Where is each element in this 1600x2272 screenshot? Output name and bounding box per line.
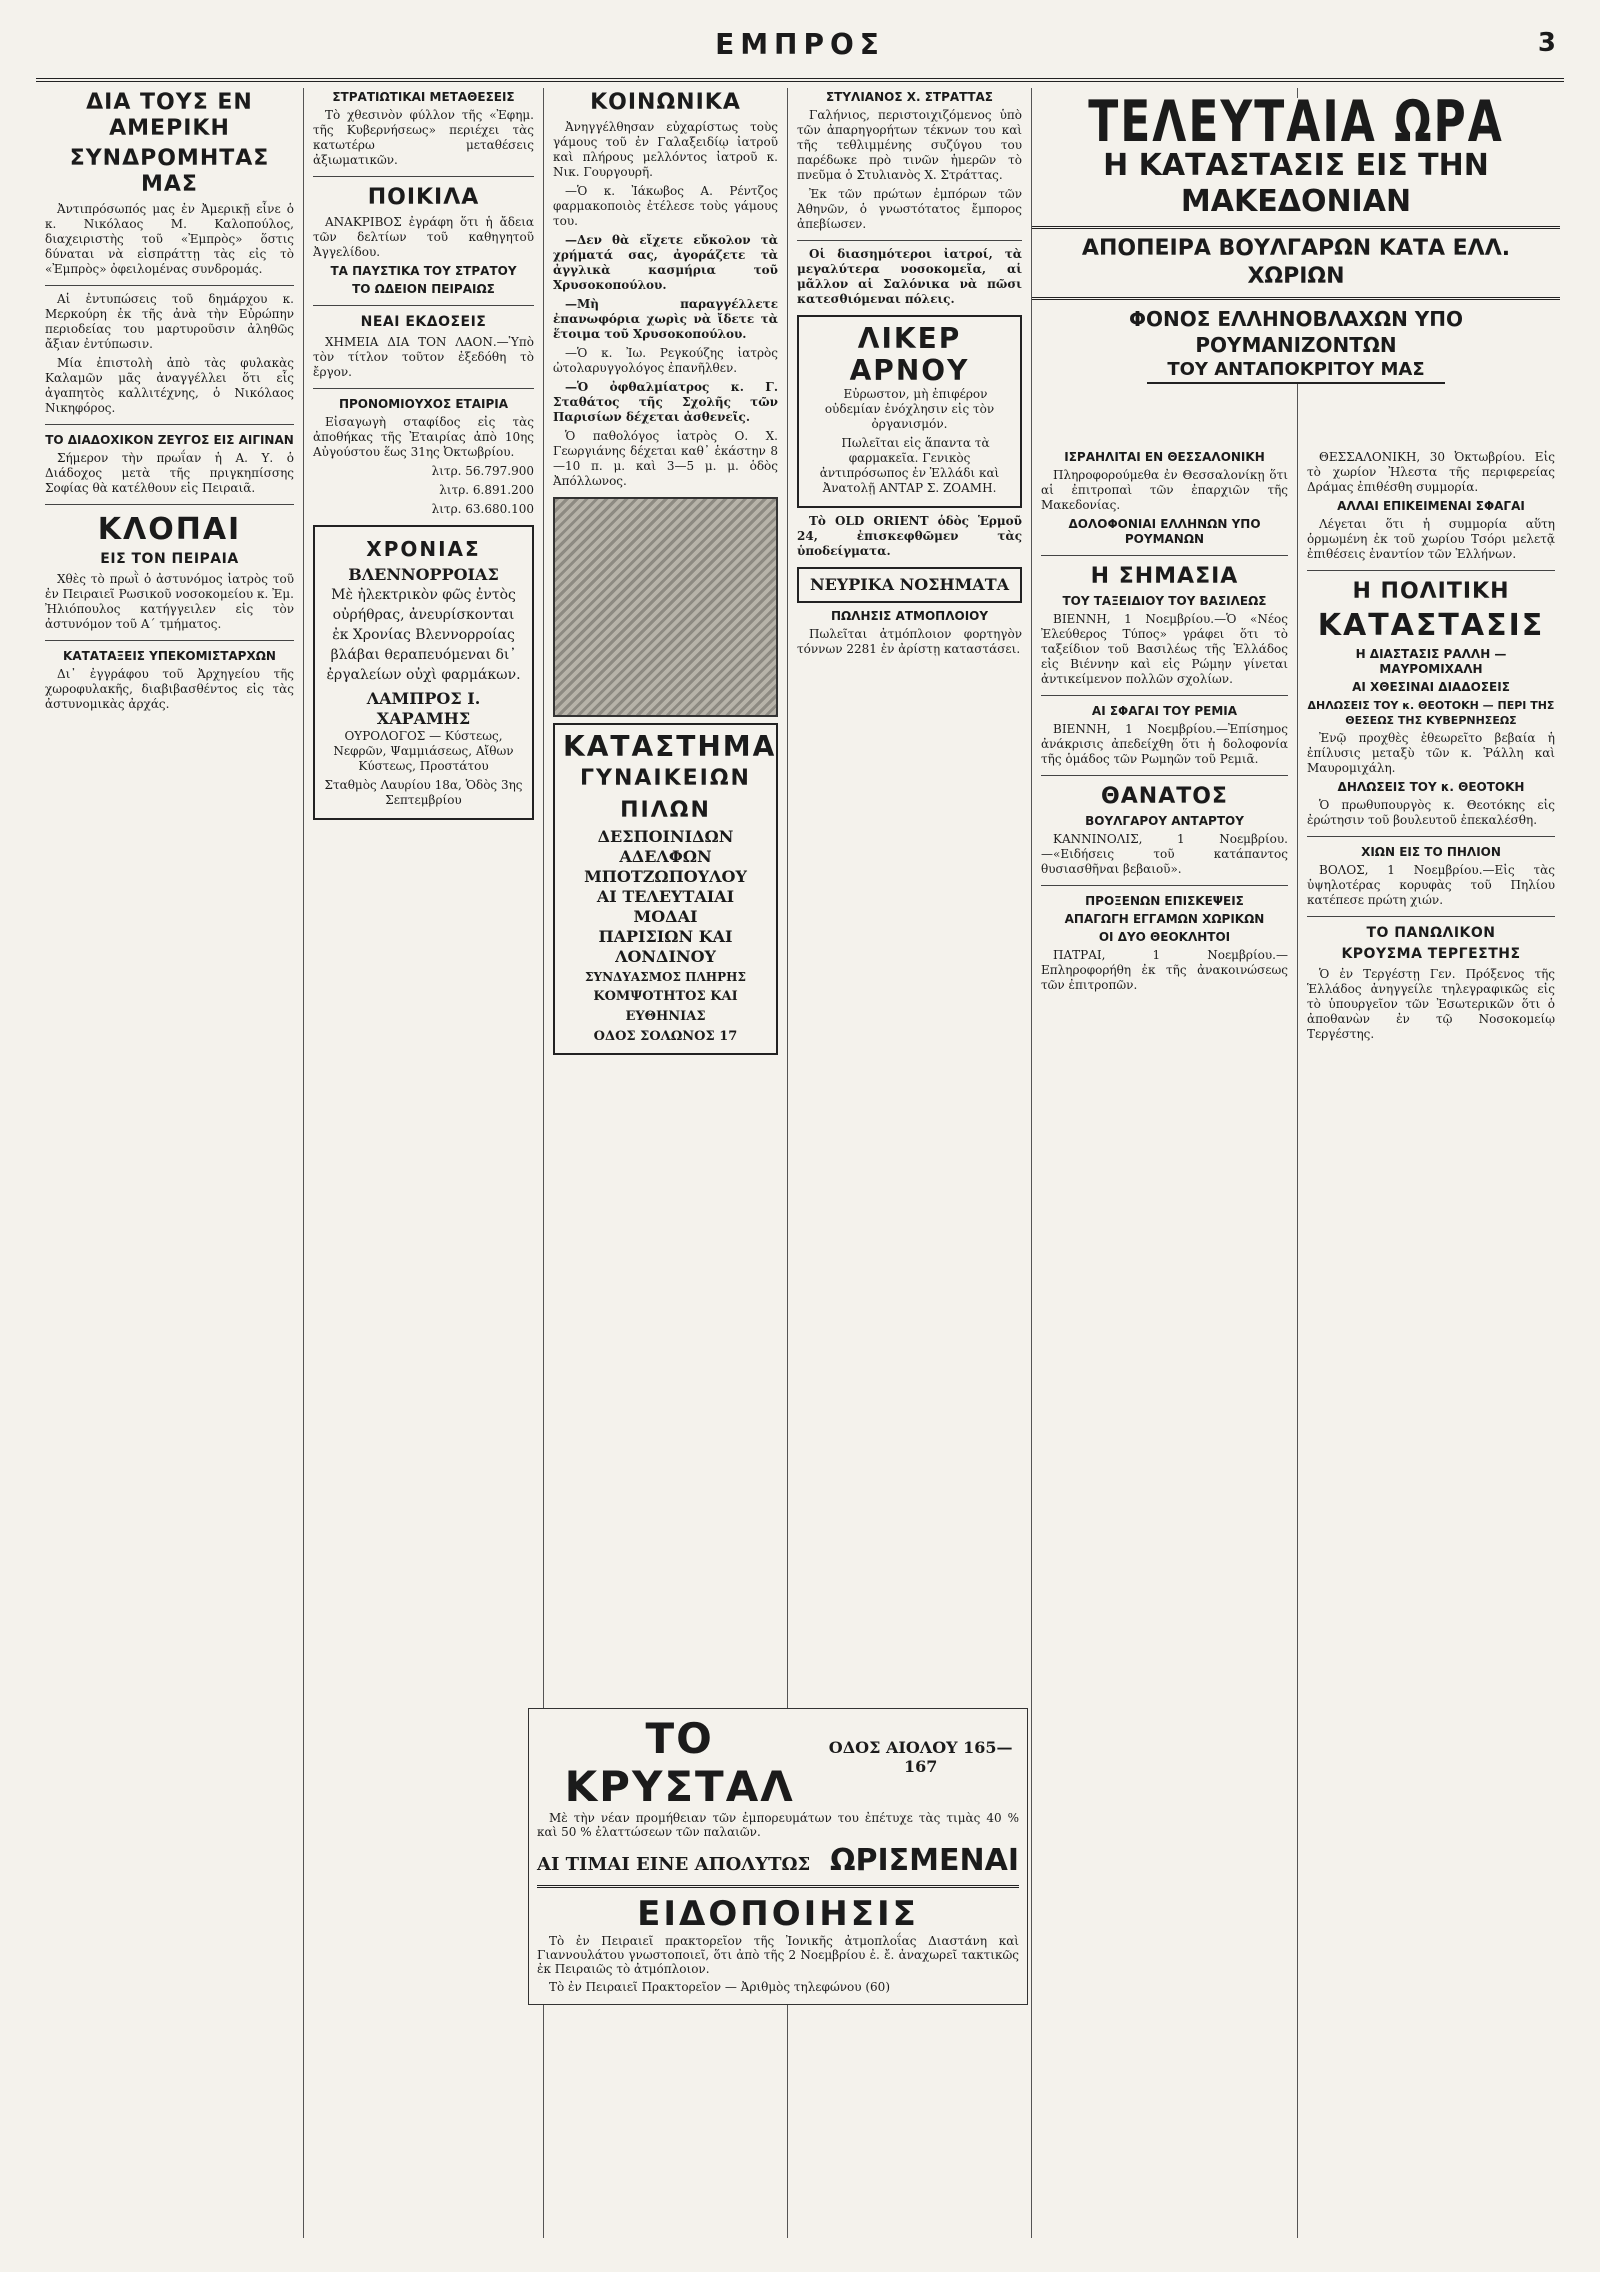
amount: λιτρ. 6.891.200 [439,483,534,497]
article-text: ΚΑΝΝΙΝΟΛΙΣ, 1 Νοεμβρίου.—«Ειδήσεις τοῦ κατάπαντος θυσιασθῆναι βεβαιοῦ». [1041,832,1288,876]
headline: ΒΟΥΛΓΑΡΟΥ ΑΝΤΑΡΤΟΥ [1085,814,1244,828]
article-text: ΘΕΣΣΑΛΟΝΙΚΗ, 30 Ὀκτωβρίου. Εἰς τὸ χωρίον Ἠλεστα τῆς περιφερείας Δράμας ἐπιθέσθη συμμορία. [1307,450,1555,494]
article-text: Πωλεῖται ἀτμόπλοιον φορτηγὸν τόννων 2281 ἐν ἀρίστῃ καταστάσει. [797,627,1022,656]
divider [537,1885,1019,1888]
article-text: Ἀνηγγέλθησαν εὐχαρίστως τοὺς γάμους τοῦ ἐν Γαλαξειδίῳ ἰατροῦ καὶ πλήρους μελλόντος ἰατροῦ κ. Νικ. Γουργουρῆ. [553,120,778,179]
article-text: Δι᾽ ἐγγράφου τοῦ Ἀρχηγείου τῆς χωροφυλακῆς, διαβιβασθέντος εἰς τὰς ἀστυνομικὰς ἀρχάς. [45,667,294,711]
article-text: Ἐκ τῶν πρώτων ἐμπόρων τῶν Ἀθηνῶν, ὁ γνωστότατος ἔμπορος ἀπεβίωσεν. [797,187,1022,231]
article-text: Σήμερον τὴν πρωΐαν ἡ Α. Υ. ὁ Διάδοχος μετὰ τῆς πριγκηπίσσης Σοφίας θὰ κατέλθουν εἰς Πειραιᾶ. [45,451,294,495]
article-text: ΑΝΑΚΡΙΒΟΣ ἐγράφη ὅτι ἡ ἄδεια τῶν δελτίων τοῦ καθηγητοῦ Ἀγγελίδου. [313,215,534,259]
ad-headline: ΠΑΡΙΣΙΩΝ ΚΑΙ ΛΟΝΔΙΝΟΥ [598,927,733,966]
headline: ΚΑΤΑΤΑΞΕΙΣ ΥΠΕΚΟΜΙΣΤΑΡΧΩΝ [63,649,276,663]
headline: ΑΛΛΑΙ ΕΠΙΚΕΙΜΕΝΑΙ ΣΦΑΓΑΙ [1337,499,1525,513]
headline: ΔΗΛΩΣΕΙΣ ΤΟΥ κ. ΘΕΟΤΟΚΗ — ΠΕΡΙ ΤΗΣ ΘΕΣΕΩΣ ΤΗΣ ΚΥΒΕΡΝΗΣΕΩΣ [1307,699,1555,727]
ad-headline: ΝΕΥΡΙΚΑ ΝΟΣΗΜΑΤΑ [809,575,1010,594]
ad-headline: ΩΡΙΣΜΕΝΑΙ [830,1843,1019,1878]
headline: ΤΟΥ ΤΑΞΕΙΔΙΟΥ ΤΟΥ ΒΑΣΙΛΕΩΣ [1062,594,1267,608]
headline: ΘΑΝΑΤΟΣ [1101,784,1228,809]
article-text: ΧΗΜΕΙΑ ΔΙΑ ΤΟΝ ΛΑΟΝ.—Ὑπὸ τὸν τίτλον τοῦτον ἐξεδόθη τὸ ἔργον. [313,335,534,379]
article-text: Τὸ χθεσινὸν φύλλον τῆς «Ἐφημ. τῆς Κυβερνήσεως» περιέχει τὰς κατωτέρω μεταθέσεις ἀξιωματικῶν. [313,108,534,167]
advertisement [797,315,1022,508]
ad-headline: ΣΥΝΔΥΑΣΜΟΣ ΠΛΗΡΗΣ [585,970,746,984]
ad-text: Τὸ ἐν Πειραιεῖ Πρακτορεῖον — Ἀριθμὸς τηλεφώνου (60) [549,1980,890,1994]
divider [1032,297,1560,300]
front-banner [1032,89,1560,384]
headline: ΔΗΛΩΣΕΙΣ ΤΟΥ κ. ΘΕΟΤΟΚΗ [1337,780,1525,794]
headline: ΤΟ ΔΙΑΔΟΧΙΚΟΝ ΖΕΥΓΟΣ ΕΙΣ ΑΙΓΙΝΑΝ [45,433,294,447]
amount: λιτρ. 56.797.900 [431,464,534,478]
headline: ΤΟ ΠΑΝΩΛΙΚΟΝ [1366,925,1496,941]
advertisement [313,525,534,820]
headline: ΚΡΟΥΣΜΑ ΤΕΡΓΕΣΤΗΣ [1341,946,1521,962]
ad-text: Μὲ ἠλεκτρικὸν φῶς ἐντὸς οὐρήθρας, ἀνευρίσκονται ἐκ Χρονίας Βλεννορροίας βλάβαι θεραπευόμεναι δι᾽ ἐργαλείων οὐχὶ φαρμάκων. [326,587,521,683]
headline: ΚΛΟΠΑΙ [97,512,242,547]
headline: ΤΑ ΠΑΥΣΤΙΚΑ ΤΟΥ ΣΤΡΑΤΟΥ [330,264,517,278]
article-text: Τὸ OLD ORIENT ὁδὸς Ἑρμοῦ 24, ἐπισκεφθῶμεν τὰς ὑποδείγματα. [797,514,1022,558]
headline: ΚΟΙΝΩΝΙΚΑ [590,90,741,115]
ad-headline: ΒΛΕΝΝΟΡΡΟΙΑΣ [348,565,499,584]
illustration [553,497,778,717]
headline: ΑΙ ΣΦΑΓΑΙ ΤΟΥ ΡΕΜΙΑ [1091,704,1238,718]
column-1 [36,88,304,2238]
ad-headline: ΑΙ ΤΕΛΕΥΤΑΙΑΙ ΜΟΔΑΙ [596,887,735,926]
article-text: —Δεν θὰ εἴχετε εὔκολον τὰ χρήματά σας, ἀγοράζετε τὰ ἀγγλικὰ κασμήρια τοῦ Χρυσοκοπούλου. [553,233,778,292]
article-text: Εἰσαγωγὴ σταφίδος εἰς τὰς ἀποθήκας τῆς Ἐταιρίας ἀπὸ 10ης Αὐγούστου ἕως 31ης Ὀκτωβρίου. [313,415,534,459]
headline: ΧΙΩΝ ΕΙΣ ΤΟ ΠΗΛΙΟΝ [1361,845,1501,859]
headline: ΣΥΝΔΡΟΜΗΤΑΣ ΜΑΣ [69,146,270,197]
column-6 [1298,88,1564,2238]
article-text: Λέγεται ὅτι ἡ συμμορία αὕτη ὁρμωμένη ἐκ τοῦ χωρίου Τσόρι μελετᾷ ἐπιθέσεις ἐναντίον τῶν Ἑλλήνων. [1307,517,1555,561]
page-number: 3 [1537,28,1556,58]
headline: ΑΠΑΓΩΓΗ ΕΓΓΑΜΩΝ ΧΩΡΙΚΩΝ [1064,912,1265,926]
headline: ΠΡΟΞΕΝΩΝ ΕΠΙΣΚΕΨΕΙΣ [1085,894,1244,908]
headline: ΙΣΡΑΗΛΙΤΑΙ ΕΝ ΘΕΣΣΑΛΟΝΙΚΗ [1064,450,1265,464]
ad-text: Πωλεῖται εἰς ἅπαντα τὰ φαρμακεῖα. Γενικὸς ἀντιπρόσωπος ἐν Ἑλλάδι καὶ Ἀνατολῇ ΑΝΤΑΡ Σ. ΖΟΑΜΗ. [819,436,1000,495]
headline: ΣΤΥΛΙΑΝΟΣ Χ. ΣΤΡΑΤΤΑΣ [825,90,994,104]
advertisement [797,567,1022,603]
headline: Η ΠΟΛΙΤΙΚΗ [1352,579,1510,604]
banner-line: ΦΟΝΟΣ ΕΛΛΗΝΟΒΛΑΧΩΝ ΥΠΟ ΡΟΥΜΑΝΙΖΟΝΤΩΝ [1128,307,1463,357]
ad-text: Μὲ τὴν νέαν προμήθειαν τῶν ἐμπορευμάτων του ἐπέτυχε τὰς τιμὰς 40 % καὶ 50 % ἐλαττώσεων τῶν παλαιῶν. [537,1811,1019,1839]
headline: ΠΡΟΝΟΜΙΟΥΧΟΣ ΕΤΑΙΡΙΑ [338,397,509,411]
newspaper-title: ΕΜΠΡΟΣ [715,28,885,61]
article-text: —Μὴ παραγγέλλετε ἐπανωφόρια χωρὶς νὰ ἴδετε τὰ ἕτοιμα τοῦ Χρυσοκοπούλου. [553,297,778,341]
headline: ΠΟΙΚΙΛΑ [367,185,480,210]
article-text: —Ὁ κ. Ἰάκωβος Α. Ρέντζος φαρμακοποιὸς ἐτέλεσε τοὺς γάμους του. [553,184,778,228]
column-5 [1032,88,1298,2238]
article-text: Ὁ παθολόγος ἰατρὸς Ο. Χ. Γεωργιάνης δέχεται καθ᾽ ἑκάστην 8—10 π. μ. καὶ 3—5 μ. μ. ὁδὸς Ἀπόλλωνος. [553,429,778,488]
article-text: —Ὁ ὀφθαλμίατρος κ. Γ. Σταθάτος τῆς Σχολῆς τῶν Παρισίων δέχεται ἀσθενεῖς. [553,380,778,424]
article-text: Ἐνῷ προχθὲς ἐθεωρεῖτο βεβαία ἡ ἐπίλυσις μεταξὺ τῶν κ. Ῥάλλη καὶ Μαυρομιχάλη. [1307,731,1555,775]
ad-headline: ΓΥΝΑΙΚΕΙΩΝ ΠΙΛΩΝ [580,766,751,823]
crystal-advertisement [528,1708,1028,2005]
ad-address: ΟΔΟΣ ΣΟΛΩΝΟΣ 17 [593,1029,738,1044]
article-text: ΒΙΕΝΝΗ, 1 Νοεμβρίου.—Ὁ «Νέος Ἐλεύθερος Τύπος» γράφει ὅτι τὸ ταξείδιον τοῦ Βασιλέως τῆς Ἑλλάδος εἰς Βιέννην καὶ εἰς Ρώμην γίνεται ἀντικείμενον πολλῶν σχολίων. [1041,612,1288,686]
article-text: —Ὁ κ. Ἰω. Ρεγκούζης ἰατρὸς ὠτολαρυγγολόγος ἐπανῆλθεν. [553,346,778,375]
divider [1032,226,1560,229]
ad-address: ΟΔΟΣ ΑΙΟΛΟΥ 165—167 [828,1738,1013,1776]
headline: ΕΙΣ ΤΟΝ ΠΕΙΡΑΙΑ [100,551,239,567]
headline: ΣΤΡΑΤΙΩΤΙΚΑΙ ΜΕΤΑΘΕΣΕΙΣ [332,90,515,104]
headline: ΚΑΤΑΣΤΑΣΙΣ [1317,608,1545,643]
article-text: Οἱ διασημότεροι ἰατροί, τὰ μεγαλύτερα νοσοκομεῖα, αἱ μᾶλλον αἱ Σαλόνικα νὰ πῶσι κατεσθιόμεναι πόλεις. [797,247,1022,306]
headline: ΠΩΛΗΣΙΣ ΑΤΜΟΠΛΟΙΟΥ [830,609,989,623]
masthead [36,26,1564,82]
banner-line: ΤΕΛΕΥΤΑΙΑ ΩΡΑ [1088,89,1504,156]
ad-text: Εὐρωστον, μὴ ἐπιφέρον οὐδεμίαν ἐνόχλησιν εἰς τὸν ὀργανισμόν. [824,387,995,431]
banner-line: ΑΠΟΠΕΙΡΑ ΒΟΥΛΓΑΡΩΝ ΚΑΤΑ ΕΛΛ. ΧΩΡΙΩΝ [1081,236,1511,289]
article-text: Ὁ πρωθυπουργὸς κ. Θεοτόκης εἰς ἐρώτησιν τοῦ βουλευτοῦ ἐπεκαλέσθη. [1307,798,1555,827]
article-text: Γαλήνιος, περιστοιχιζόμενος ὑπὸ τῶν ἀπαρηγορήτων τέκνων του καὶ τῆς τεθλιμμένης συζύγου του παρέδωκε πρὸ τινῶν ἡμερῶν τὸ πνεῦμα ὁ Στυλιανὸς Χ. Στράττας. [797,108,1022,182]
article-text: Μία ἐπιστολὴ ἀπὸ τὰς φυλακὰς Καλαμῶν μᾶς ἀναγγέλλει ὅτι εἷς ἀγαπητὸς καλλιτέχνης, ὁ Νικόλαος Νικηφόρος. [45,356,294,415]
amount: λιτρ. 63.680.100 [431,502,534,516]
headline: ΔΙΑ ΤΟΥΣ ΕΝ ΑΜΕΡΙΚΗ [86,90,253,141]
article-text: Ὁ ἐν Τεργέστῃ Γεν. Πρόξενος τῆς Ἑλλάδος ἀνηγγείλε τηλεγραφικῶς εἰς τὸ ὑπουργεῖον τῶν Ἐσωτερικῶν ὅτι ὁ ἀποθανὼν ἐν τῷ Νοσοκομείῳ Τεργέστης. [1307,967,1555,1041]
ad-headline: ΚΟΜΨΟΤΗΤΟΣ ΚΑΙ ΕΥΘΗΝΙΑΣ [593,989,738,1024]
headline: Η ΣΗΜΑΣΙΑ [1090,564,1239,589]
ad-headline: ΚΑΤΑΣΤΗΜΑ [563,730,777,763]
article-text: Ἀντιπρόσωπός μας ἐν Ἀμερικῇ εἶνε ὁ κ. Νικόλαος Μ. Καλοπούλος, διαχειριστὴς τοῦ «Ἐμπρὸς» ὅστις δύναται νὰ εἰσπράττῃ τὰς εἰς τὸ «Ἐμπρὸς» ὀφειλομένας συνδρομάς. [45,202,294,276]
headline: ΤΟ ΩΔΕΙΟΝ ΠΕΙΡΑΙΩΣ [352,282,495,296]
ad-headline: ΜΠΟΤΖΩΠΟΥΛΟΥ [584,867,747,886]
advertisement [553,723,778,1055]
headline: ΝΕΑΙ ΕΚΔΟΣΕΙΣ [360,314,487,330]
banner-line: Η ΚΑΤΑΣΤΑΣΙΣ ΕΙΣ ΤΗΝ ΜΑΚΕΔΟΝΙΑΝ [1103,148,1489,219]
ad-headline: ΑΡΝΟΥ [849,354,970,387]
headline: ΔΟΛΟΦΟΝΙΑΙ ΕΛΛΗΝΩΝ ΥΠΟ ΡΟΥΜΑΝΩΝ [1068,517,1261,546]
article-text: ΒΟΛΟΣ, 1 Νοεμβρίου.—Εἰς τὰς ὑψηλοτέρας κορυφὰς τοῦ Πηλίου κατέπεσε πρώτη χιών. [1307,863,1555,907]
article-text: Πληροφορούμεθα ἐν Θεσσαλονίκῃ ὅτι αἱ ἐπιτροπαὶ τῶν ἐπαρχιῶν τῆς Μακεδονίας. [1041,468,1288,512]
ad-headline: ΤΟ ΚΡΥΣΤΑΛ [564,1714,795,1811]
ad-text: Τὸ ἐν Πειραιεῖ πρακτορεῖον τῆς Ἰονικῆς ἀτμοπλοΐας Διαστάνη καὶ Γιαννουλάτου γνωστοποιεῖ, ὅτι ἀπὸ τῆς 2 Νοεμβρίου ἐ. ἔ. ἀναχωρεῖ τακτικῶς ἐκ Πειραιῶς τὸ ἀτμόπλοιον. [537,1934,1019,1976]
article-text: Αἱ ἐντυπώσεις τοῦ δημάρχου κ. Μερκούρη ἐκ τῆς ἀνὰ τὴν Εὐρώπην περιοδείας του μαρτυροῦσιν ἀληθῶς ἄξιαν ἐντύπωσιν. [45,292,294,351]
ad-text: ΑΙ ΤΙΜΑΙ ΕΙΝΕ ΑΠΟΛΥΤΩΣ [537,1854,811,1875]
ad-headline: ΔΕΣΠΟΙΝΙΔΩΝ ΑΔΕΛΦΩΝ [597,827,734,866]
ad-text: ΟΥΡΟΛΟΓΟΣ — Κύστεως, Νεφρῶν, Ψαμμιάσεως, Αἴθων Κύστεως, Προστάτου [333,729,514,773]
ad-headline: ΛΑΜΠΡΟΣ Ι. ΧΑΡΑΜΗΣ [366,689,481,728]
column-2 [304,88,544,2238]
ad-headline: ΛΙΚΕΡ [857,322,962,355]
ad-headline: ΕΙΔΟΠΟΙΗΣΙΣ [637,1894,919,1934]
headline: Η ΔΙΑΣΤΑΣΙΣ ΡΑΛΛΗ — ΜΑΥΡΟΜΙΧΑΛΗ [1355,647,1507,676]
headline: ΟΙ ΔΥΟ ΘΕΟΚΛΗΤΟΙ [1098,930,1231,944]
ad-headline: ΧΡΟΝΙΑΣ [366,537,481,561]
banner-line: ΤΟΥ ΑΝΤΑΠΟΚΡΙΤΟΥ ΜΑΣ [1147,358,1444,384]
headline: ΑΙ ΧΘΕΣΙΝΑΙ ΔΙΑΔΟΣΕΙΣ [1352,680,1510,694]
article-text: Χθὲς τὸ πρωῒ ὁ ἀστυνόμος ἰατρὸς τοῦ ἐν Πειραιεῖ Ρωσικοῦ νοσοκομείου κ. Ἐμ. Ἠλιόπουλος κατήγγειλεν εἰς τὸν ἀστυνόμον τοῦ Α΄ τμήματος. [45,572,294,631]
article-text: ΠΑΤΡΑΙ, 1 Νοεμβρίου.—Επληροφορήθη ἐκ τῆς ἀνακοινώσεως τῶν ἐπιτροπῶν. [1041,948,1288,992]
article-text: ΒΙΕΝΝΗ, 1 Νοεμβρίου.—Ἐπίσημος ἀνάκρισις ἀπεδείχθη ὅτι ἡ δολοφονία τῆς ὁμάδος τῶν Ρωμηῶν τοῦ Ρεμιᾶ. [1041,722,1288,766]
ad-text: Σταθμὸς Λαυρίου 18α, Ὁδὸς 3ης Σεπτεμβρίου [324,778,523,807]
